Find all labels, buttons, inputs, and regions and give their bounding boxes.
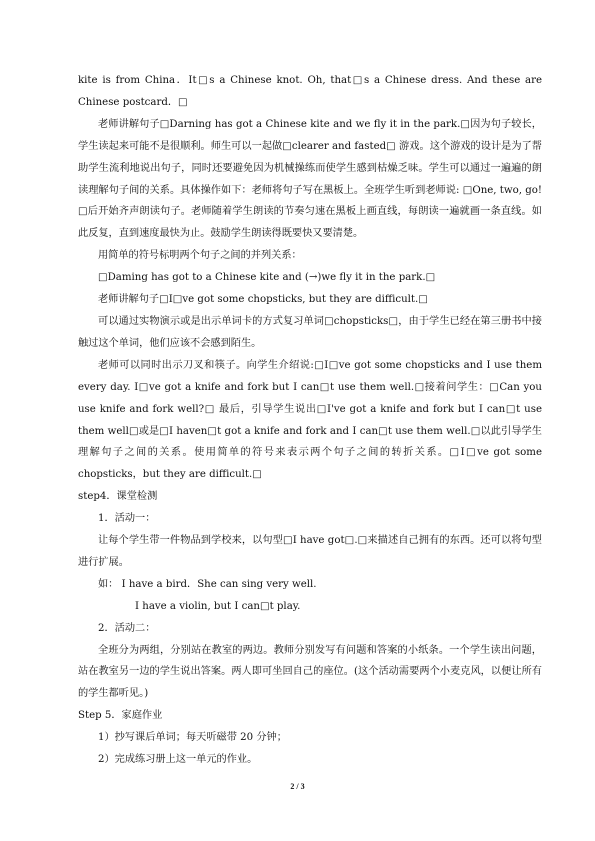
paragraph-4: □Daming has got to a Chinese kite and (→)we fly it in the park.□ [98, 272, 436, 284]
paragraph-6: 可以通过实物演示或是出示单词卡的方式复习单词□chopsticks□，由于学生已经在第三册书中接触过这个单词，他们应该不会感到陌生。 [78, 315, 542, 349]
document-body [78, 70, 542, 771]
paragraph-2: 老师讲解句子□Darning has got a Chinese kite and we fly it in the park.□因为句子较长，学生读起来可能不是很顺利。师生可以一起做□clearer and fasted□ 游戏。这个游戏的设计是为了帮助学生流利地说出句子，同时还要避免因为机械操练而使学生感到枯燥乏味。学生可以通过一遍遍的朗读理解句子间的关系。具体操作如下：老师将句子写在黑板上。全班学生听到老师说: □One, two, go!□后开始齐声朗读句子。老师随着学生朗读的节奏匀速在黑板上画直线，每朗读一遍就画一条直线。如此反复，直到速度最快为止。鼓励学生朗读得既要快又要清楚。 [78, 118, 542, 240]
page-number: 2 / 3 [290, 782, 305, 791]
homework-item-2: 2）完成练习册上这一单元的作业。 [98, 754, 258, 766]
paragraph-5: 老师讲解句子□I□ve got some chopsticks, but they are difficult.□ [98, 294, 428, 306]
example-line-1: 如： I have a bird．She can sing very well. [98, 578, 317, 590]
paragraph-activity-1: 让每个学生带一件物品到学校来，以句型□I have got□.□来描述自己拥有的东西。还可以将句型进行扩展。 [78, 535, 542, 568]
paragraph-3: 用简单的符号标明两个句子之间的并列关系： [98, 250, 302, 262]
section-heading-step5: Step 5．家庭作业 [78, 710, 163, 722]
homework-item-1: 1）抄写课后单词；每天听磁带 20 分钟； [98, 732, 287, 744]
paragraph-activity-2: 全班分为两组，分别站在教室的两边。教师分别发写有问题和答案的小纸条。一个学生读出问题，站在教室另一边的学生说出答案。两人即可坐回自己的座位。(这个活动需要两个小麦克风，以便让所有的学生都听见。) [78, 644, 542, 700]
section-heading-step4: step4．课堂检测 [78, 491, 158, 503]
activity-1-heading: 1．活动一： [98, 513, 156, 525]
paragraph-7: 老师可以同时出示刀叉和筷子。向学生介绍说:□I□ve got some chopsticks and I use them every day. I□ve got a knife and fork but I can□t use them well.□接着问学生：□Can you use knife and fork well?□ 最后，引导学生说出□I've got a knife and fork but I can□t use them well□或是□I haven□t got a knife and fork and I can□t use them well.□以此引导学生理解句子之间的关系。使用简单的符号来表示两个句子之间的转折关系。□I□ve got some chopsticks，but they are difficult.□ [78, 359, 542, 481]
example-line-2: I have a violin, but I can□t play. [135, 600, 301, 612]
activity-2-heading: 2．活动二： [98, 622, 156, 634]
paragraph-1: kite is from China．It□s a Chinese knot. Oh, that□s a Chinese dress. And these are Chinese postcard．□ [78, 75, 542, 108]
